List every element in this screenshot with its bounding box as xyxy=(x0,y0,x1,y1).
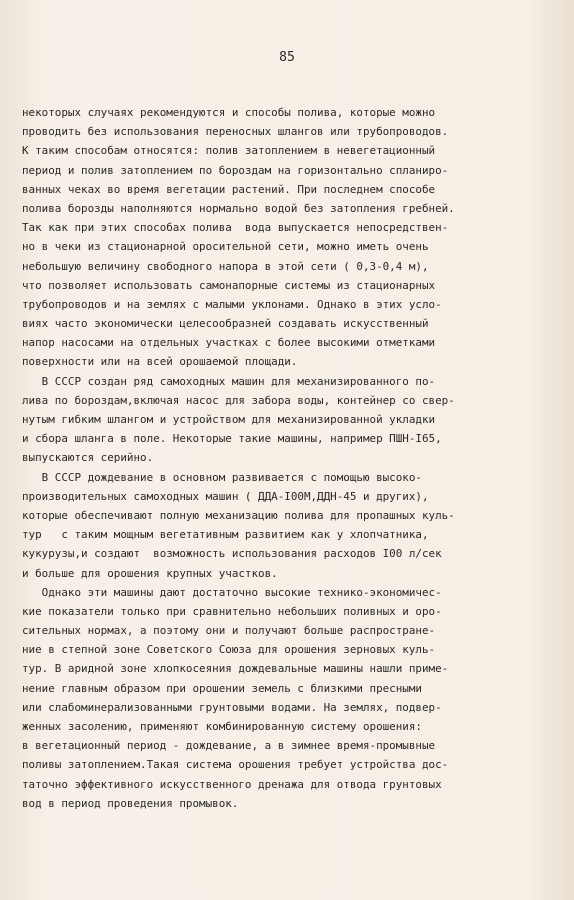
text-line: сительных нормах, а поэтому они и получают больше распростране- xyxy=(22,624,436,638)
text-line: небольшую величину свободного напора в этой сети ( 0,3-0,4 м), xyxy=(22,259,429,273)
text-line: но в чеки из стационарной оросительной сети, можно иметь очень xyxy=(22,240,429,254)
text-line: производительных самоходных машин ( ДДА-I00М,ДДН-45 и других), xyxy=(22,489,429,503)
text-line: или слабоминерализованными грунтовыми водами. На землях, подвер- xyxy=(22,700,442,714)
text-line: напор насосами на отдельных участках с более высокими отметками xyxy=(22,336,436,350)
text-line: в вегетационный период - дождевание, а в зимнее время-промывные xyxy=(22,739,436,753)
text-line: проводить без использования переносных шлангов или трубопроводов. xyxy=(22,125,449,139)
text-line: нутым гибким шлангом и устройством для механизированной укладки xyxy=(22,413,436,426)
text-line: полива борозды наполняются нормально водой без затопления гребней. xyxy=(22,201,455,215)
text-line: виях часто экономически целесообразней создавать искусственный xyxy=(22,317,429,331)
text-line: Так как при этих способах полива вода выпускается непосредствен- xyxy=(22,221,449,235)
text-line: В СССР создан ряд самоходных машин для механизированного по- xyxy=(22,374,436,388)
text-line: нение главным образом при орошении земель с близкими пресными xyxy=(22,681,422,695)
text-line: которые обеспечивают полную механизацию полива для пропашных куль- xyxy=(22,508,455,522)
text-line: В СССР дождевание в основном развивается с помощью высоко- xyxy=(22,470,422,484)
text-line: выпускаются серийно. xyxy=(22,451,154,465)
text-line: ние в степной зоне Советского Союза для орошения зерновых куль- xyxy=(22,643,436,657)
text-line: женных засолению, применяют комбинированную систему орошения: xyxy=(22,720,422,733)
text-line: Однако эти машины дают достаточно высокие технико-экономичес- xyxy=(22,585,442,599)
body-text xyxy=(22,103,556,813)
text-line: К таким способам относятся: полив затоплением в невегетационный xyxy=(22,144,436,158)
text-line: и сбора шланга в поле. Некоторые такие машины, например ПШН-I65, xyxy=(22,432,442,446)
text-line: вод в период проведения промывок. xyxy=(22,796,239,810)
text-line: период и полив затоплением по бороздам на горизонтально спланиро- xyxy=(22,163,449,177)
text-line: лива по бороздам,включая насос для забора воды, контейнер со свер- xyxy=(22,393,455,407)
text-line: поверхности или на всей орошаемой площади. xyxy=(22,355,298,369)
text-line: трубопроводов и на землях с малыми уклонами. Однако в этих усло- xyxy=(22,297,442,311)
text-line: что позволяет использовать самонапорные системы из стационарных xyxy=(22,278,436,292)
page-number: 85 xyxy=(279,50,295,65)
text-line: поливы затоплением.Такая система орошения требует устройства дос- xyxy=(22,758,449,772)
text-line: и больше для орошения крупных участков. xyxy=(22,566,278,580)
text-line: кукурузы,и создают возможность использования расходов I00 л/сек xyxy=(22,547,442,561)
text-line: тур. В аридной зоне хлопкосеяния дождевальные машины нашли приме- xyxy=(22,662,449,676)
text-line: таточно эффективного искусственного дренажа для отвода грунтовых xyxy=(22,777,442,791)
text-line: некоторых случаях рекомендуются и способы полива, которые можно xyxy=(22,106,436,119)
text-line: кие показатели только при сравнительно небольших поливных и оро- xyxy=(22,604,442,618)
text-line: ванных чеках во время вегетации растений. При последнем способе xyxy=(22,182,436,196)
text-line: тур с таким мощным вегетативным развитием как у хлопчатника, xyxy=(22,528,429,542)
